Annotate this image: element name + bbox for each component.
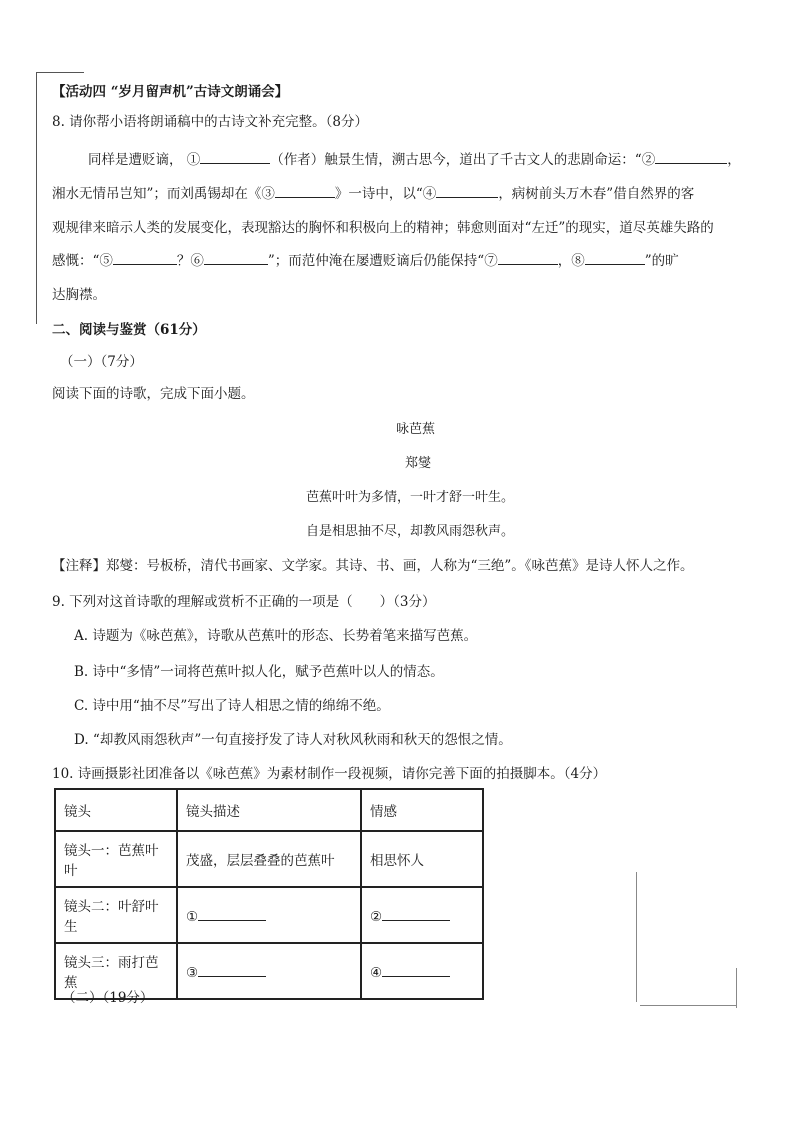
part-1-heading: （一）（7分） <box>60 354 143 370</box>
activity-title: 【活动四 “岁月留声机”古诗文朗诵会】 <box>52 84 289 100</box>
poem-title: 咏芭蕉 <box>396 422 436 437</box>
table-row <box>55 831 483 887</box>
table-header-row <box>55 789 483 831</box>
scan-edge-far-right <box>736 968 737 1008</box>
scan-edge-bottom <box>640 1005 736 1006</box>
description-cell: 茂盛，层层叠叠的芭蕉叶 <box>177 831 361 887</box>
part-2-heading: （二）（19分） <box>62 990 154 1006</box>
question-8-stem: 8. 请你帮小语将朗诵稿中的古诗文补充完整。（8分） <box>52 114 369 130</box>
scan-edge-left <box>36 72 37 324</box>
q8-line-1: 同样是遭贬谪， ① （作者）触景生情，溯古思今，道出了千古文人的悲剧命运：“② ， <box>88 148 741 168</box>
q8-line-3: 观规律来暗示人类的发展变化，表现豁达的胸怀和积极向上的精神；韩愈则面对“左迁”的现实，道尽英雄失路的 <box>52 220 714 236</box>
question-10-stem: 10. 诗画摄影社团准备以《咏芭蕉》为素材制作一段视频，请你完善下面的拍摄脚本。（4分） <box>52 766 607 782</box>
q8-line-4: 感慨：“⑤ ？⑥ ”；而范仲淹在屡遭贬谪后仍能保持“⑦ ，⑧ ”的旷 <box>52 249 679 269</box>
blank-7[interactable] <box>498 250 558 265</box>
shooting-script-table <box>54 788 484 1000</box>
blank-6[interactable] <box>204 250 268 265</box>
q9-option-d[interactable]: D. “却教风雨怨秋声”一句直接抒发了诗人对秋风秋雨和秋天的怨恨之情。 <box>74 732 512 748</box>
blank-table-3[interactable] <box>198 962 266 977</box>
blank-table-1[interactable] <box>198 906 266 921</box>
q9-option-a[interactable]: A. 诗题为《咏芭蕉》，诗歌从芭蕉叶的形态、长势着笔来描写芭蕉。 <box>74 628 478 644</box>
q9-option-c[interactable]: C. 诗中用“抽不尽”写出了诗人相思之情的绵绵不绝。 <box>74 698 390 714</box>
scan-edge-right <box>636 872 637 1002</box>
poem-line-1: 芭蕉叶叶为多情，一叶才舒一叶生。 <box>306 490 515 505</box>
blank-1[interactable] <box>200 149 270 164</box>
poem-author: 郑燮 <box>405 456 432 471</box>
blank-5[interactable] <box>113 250 177 265</box>
blank-8[interactable] <box>585 250 645 265</box>
header-description: 镜头描述 <box>177 789 361 831</box>
emotion-cell: 相思怀人 <box>361 831 483 887</box>
annotation-note: 【注释】郑燮：号板桥，清代书画家、文学家。其诗、书、画，人称为“三绝”。《咏芭蕉》是诗人怀人之作。 <box>52 558 694 574</box>
section-2-title: 二、阅读与鉴赏（61分） <box>52 322 206 338</box>
q8-line-5: 达胸襟。 <box>52 287 106 303</box>
emotion-cell[interactable]: ② <box>361 887 483 943</box>
table-row <box>55 887 483 943</box>
blank-2[interactable] <box>655 149 727 164</box>
header-emotion: 情感 <box>361 789 483 831</box>
shot-cell: 镜头三：雨打芭蕉 <box>55 943 177 999</box>
blank-table-4[interactable] <box>382 962 450 977</box>
poem-line-2: 自是相思抽不尽，却教风雨怨秋声。 <box>306 524 515 539</box>
header-shot: 镜头 <box>55 789 177 831</box>
description-cell[interactable]: ③ <box>177 943 361 999</box>
question-9-stem: 9. 下列对这首诗歌的理解或赏析不正确的一项是（ ）（3分） <box>52 594 436 610</box>
blank-3[interactable] <box>275 183 335 198</box>
shot-cell: 镜头一：芭蕉叶叶 <box>55 831 177 887</box>
shot-cell: 镜头二：叶舒叶生 <box>55 887 177 943</box>
q8-line-2: 湘水无情吊岂知”；而刘禹锡却在《③ 》一诗中，以“④ ，病树前头万木春”借自然界的客 <box>52 182 694 202</box>
blank-4[interactable] <box>436 183 498 198</box>
q9-option-b[interactable]: B. 诗中“多情”一词将芭蕉叶拟人化，赋予芭蕉叶以人的情态。 <box>74 664 444 680</box>
emotion-cell[interactable]: ④ <box>361 943 483 999</box>
blank-table-2[interactable] <box>382 906 450 921</box>
reading-instruction: 阅读下面的诗歌，完成下面小题。 <box>52 386 255 402</box>
description-cell[interactable]: ① <box>177 887 361 943</box>
scan-edge-top <box>36 72 84 73</box>
